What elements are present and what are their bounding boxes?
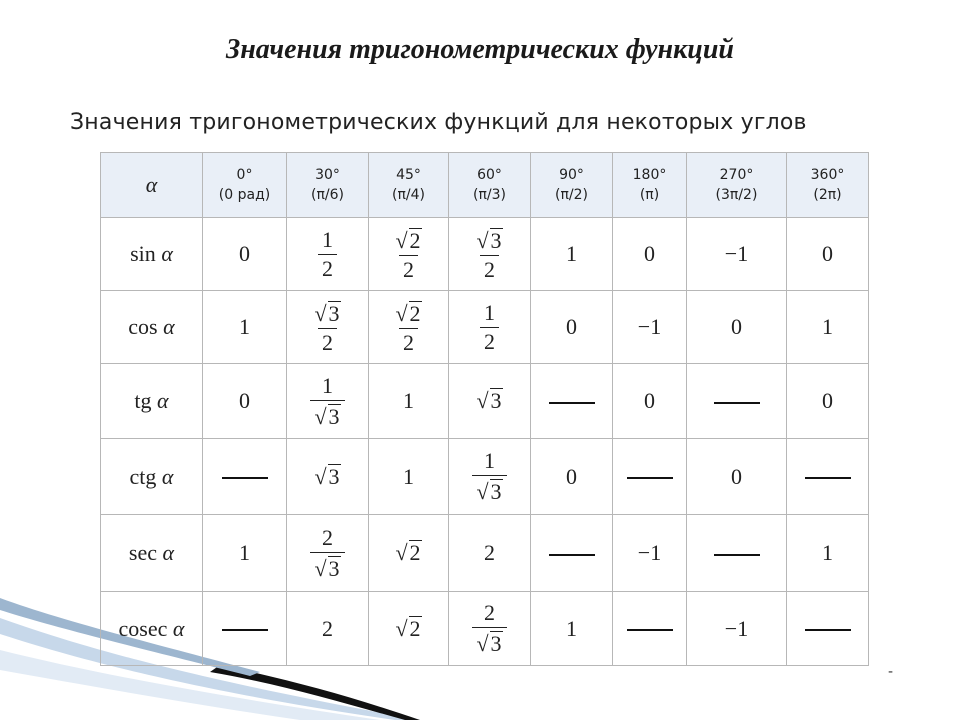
radical-sign-icon: √ (395, 615, 408, 641)
numerator (310, 301, 344, 328)
value-cell (287, 364, 369, 439)
angle-degrees: 45° (396, 167, 421, 183)
value-cell (369, 218, 449, 291)
value-cell (449, 291, 531, 364)
cell-value: 1 (239, 314, 250, 339)
angle-header-cell (287, 153, 369, 218)
value-cell (287, 439, 369, 515)
radical-sign-icon: √ (314, 403, 327, 429)
fraction (310, 524, 344, 581)
radical-sign-icon: √ (476, 631, 489, 656)
function-name-cell (101, 515, 203, 592)
cell-value: 2 (322, 615, 333, 641)
fraction (472, 450, 506, 503)
cell-value: −1 (724, 241, 749, 266)
value-cell (449, 515, 531, 592)
slide-title: Значения тригонометрических функций (226, 34, 734, 65)
cell-value: 0 (731, 314, 742, 339)
fraction (480, 299, 499, 354)
value-cell (287, 592, 369, 666)
value-cell (203, 364, 287, 439)
radicand: 3 (328, 463, 340, 489)
radical-sign-icon: √ (395, 540, 408, 565)
angle-header-cell (687, 153, 787, 218)
cell-value: 0 (239, 388, 250, 413)
value-cell (787, 439, 869, 515)
undefined-dash-icon (627, 477, 673, 479)
fraction (391, 228, 425, 281)
value-cell (203, 439, 287, 515)
angle-header-cell (787, 153, 869, 218)
function-name-cell (101, 364, 203, 439)
value-cell (369, 592, 449, 666)
value-cell (613, 515, 687, 592)
function-argument: α (161, 241, 173, 266)
function-name-cell (101, 592, 203, 666)
numerator (318, 372, 337, 400)
value-cell (531, 218, 613, 291)
value-cell (449, 439, 531, 515)
value-cell (613, 592, 687, 666)
cell-value: 0 (566, 463, 577, 489)
cell-value: −1 (637, 540, 662, 565)
denominator (318, 328, 337, 354)
numerator (391, 301, 425, 328)
function-row-cosec (101, 592, 869, 666)
square-root (476, 631, 502, 655)
cell-value: 1 (484, 299, 495, 325)
numerator (480, 299, 499, 327)
cell-value: 2 (484, 540, 495, 565)
cell-value: 0 (644, 388, 655, 413)
radical-sign-icon: √ (476, 388, 489, 413)
value-cell (787, 592, 869, 666)
fraction (318, 226, 337, 281)
cell-value: 0 (822, 241, 833, 266)
value-cell (369, 364, 449, 439)
value-cell (613, 291, 687, 364)
fraction (310, 372, 344, 429)
value-cell (613, 218, 687, 291)
square-root (395, 540, 421, 564)
denominator (399, 255, 418, 281)
cell-value: 1 (403, 388, 414, 413)
numerator (318, 524, 337, 552)
square-root (395, 616, 421, 640)
cell-value: 1 (321, 372, 333, 398)
radicand: 3 (490, 479, 502, 504)
cell-value: 2 (321, 524, 333, 550)
cell-value: 2 (483, 600, 495, 625)
value-cell (687, 218, 787, 291)
value-cell (613, 439, 687, 515)
angle-radians: (π/2) (555, 187, 588, 203)
value-cell (369, 515, 449, 592)
fraction (472, 228, 506, 281)
numerator (391, 228, 425, 255)
radicand: 3 (490, 227, 502, 253)
value-cell (531, 515, 613, 592)
function-name-cell (101, 218, 203, 291)
function-row-sin (101, 218, 869, 291)
denominator (472, 627, 506, 655)
square-root (314, 464, 340, 488)
angle-header-cell (203, 153, 287, 218)
denominator (480, 255, 499, 281)
angle-degrees: 180° (632, 167, 667, 183)
undefined-dash-icon (805, 477, 851, 479)
radical-sign-icon: √ (476, 479, 489, 504)
value-cell (687, 439, 787, 515)
cell-value: 2 (402, 329, 414, 355)
header-row (101, 153, 869, 218)
value-cell (203, 592, 287, 666)
value-cell (287, 218, 369, 291)
value-cell (687, 364, 787, 439)
value-cell (203, 218, 287, 291)
angle-radians: (π/3) (473, 187, 506, 203)
angle-header-cell (531, 153, 613, 218)
cell-value: −1 (637, 314, 662, 339)
undefined-dash-icon (627, 629, 673, 631)
angle-degrees: 270° (719, 167, 754, 183)
cell-value: 1 (566, 241, 577, 266)
fraction (310, 301, 344, 354)
angle-radians: (2π) (813, 187, 842, 203)
denominator (318, 254, 337, 280)
cell-value: 2 (322, 255, 333, 281)
function-row-sec (101, 515, 869, 592)
undefined-dash-icon (714, 402, 760, 404)
radicand: 3 (490, 631, 502, 656)
square-root (314, 301, 340, 325)
radical-sign-icon: √ (314, 300, 327, 326)
function-name: tg (134, 388, 152, 413)
undefined-dash-icon (714, 554, 760, 556)
angle-radians: (π/6) (311, 187, 344, 203)
undefined-dash-icon (549, 402, 595, 404)
value-cell (449, 218, 531, 291)
function-name: cosec (118, 615, 168, 641)
value-cell (531, 439, 613, 515)
numerator (480, 602, 499, 627)
value-cell (687, 515, 787, 592)
angle-header-cell (449, 153, 531, 218)
cell-value: 1 (566, 615, 577, 641)
function-row-ctg (101, 439, 869, 515)
fraction (391, 301, 425, 354)
radical-sign-icon: √ (395, 300, 408, 326)
value-cell (203, 291, 287, 364)
value-cell (687, 291, 787, 364)
cell-value: 0 (731, 463, 742, 489)
radicand: 2 (409, 615, 421, 641)
cell-value: 0 (566, 314, 577, 339)
cell-value: 1 (822, 540, 833, 565)
square-root (476, 388, 502, 412)
page-mark: - (888, 664, 894, 680)
square-root (314, 404, 340, 428)
angle-header-cell (613, 153, 687, 218)
square-root (476, 228, 502, 252)
function-name: cos (128, 314, 158, 339)
value-cell (203, 515, 287, 592)
denominator (310, 552, 344, 580)
cell-value: 2 (483, 256, 495, 282)
undefined-dash-icon (222, 477, 268, 479)
angle-header-cell (369, 153, 449, 218)
function-argument: α (162, 540, 175, 565)
value-cell (449, 592, 531, 666)
numerator (480, 450, 499, 475)
denominator (480, 327, 499, 353)
value-cell (787, 218, 869, 291)
value-cell (787, 515, 869, 592)
corner-header-cell: α (101, 153, 203, 218)
square-root (314, 556, 340, 580)
angle-degrees: 90° (559, 167, 584, 183)
cell-value: 2 (484, 328, 495, 354)
cell-value: 2 (321, 329, 333, 355)
cell-value: 1 (483, 448, 495, 473)
trig-values-table (100, 152, 869, 666)
angle-degrees: 360° (810, 167, 845, 183)
value-cell (449, 364, 531, 439)
denominator (310, 400, 344, 428)
radicand: 2 (409, 540, 421, 565)
radicand: 3 (328, 403, 340, 429)
undefined-dash-icon (805, 629, 851, 631)
function-argument: α (157, 388, 169, 413)
square-root (476, 479, 502, 503)
function-name: sin (130, 241, 156, 266)
table-caption: Значения тригонометрических функций для некоторых углов (70, 110, 807, 135)
radical-sign-icon: √ (395, 227, 408, 253)
value-cell (287, 515, 369, 592)
square-root (395, 301, 421, 325)
cell-value: 0 (644, 241, 655, 266)
angle-degrees: 0° (236, 167, 253, 183)
function-row-tg (101, 364, 869, 439)
numerator (472, 228, 506, 255)
value-cell (531, 364, 613, 439)
denominator (399, 328, 418, 354)
cell-value: 2 (402, 256, 414, 282)
denominator (472, 475, 506, 503)
numerator (318, 226, 337, 254)
radicand: 2 (409, 300, 421, 326)
cell-value: 0 (822, 388, 833, 413)
undefined-dash-icon (222, 629, 268, 631)
trig-table-container (100, 152, 869, 666)
value-cell (613, 364, 687, 439)
radical-sign-icon: √ (476, 227, 489, 253)
value-cell (287, 291, 369, 364)
cell-value: 1 (322, 226, 333, 252)
function-name: ctg (129, 463, 157, 489)
value-cell (531, 592, 613, 666)
function-name: sec (128, 540, 158, 565)
angle-degrees: 60° (477, 167, 502, 183)
angle-degrees: 30° (315, 167, 340, 183)
radical-sign-icon: √ (314, 555, 327, 581)
function-name-cell (101, 291, 203, 364)
value-cell (369, 291, 449, 364)
value-cell (787, 291, 869, 364)
angle-radians: (0 рад) (218, 187, 271, 203)
cell-value: 1 (403, 463, 414, 489)
fraction (472, 602, 506, 655)
cell-value: −1 (724, 615, 749, 641)
value-cell (687, 592, 787, 666)
function-argument: α (161, 463, 174, 489)
cell-value: 1 (822, 314, 833, 339)
function-name-cell (101, 439, 203, 515)
radicand: 3 (490, 388, 502, 413)
cell-value: 1 (239, 540, 250, 565)
value-cell (531, 291, 613, 364)
cell-value: 0 (239, 241, 250, 266)
undefined-dash-icon (549, 554, 595, 556)
angle-radians: (π) (639, 187, 660, 203)
square-root (395, 228, 421, 252)
function-argument: α (172, 615, 185, 641)
radicand: 3 (328, 300, 340, 326)
angle-radians: (π/4) (392, 187, 425, 203)
radicand: 3 (328, 555, 340, 581)
radical-sign-icon: √ (314, 463, 327, 489)
radicand: 2 (409, 227, 421, 253)
function-row-cos (101, 291, 869, 364)
value-cell (787, 364, 869, 439)
function-argument: α (163, 314, 175, 339)
angle-radians: (3π/2) (715, 187, 758, 203)
value-cell (369, 439, 449, 515)
